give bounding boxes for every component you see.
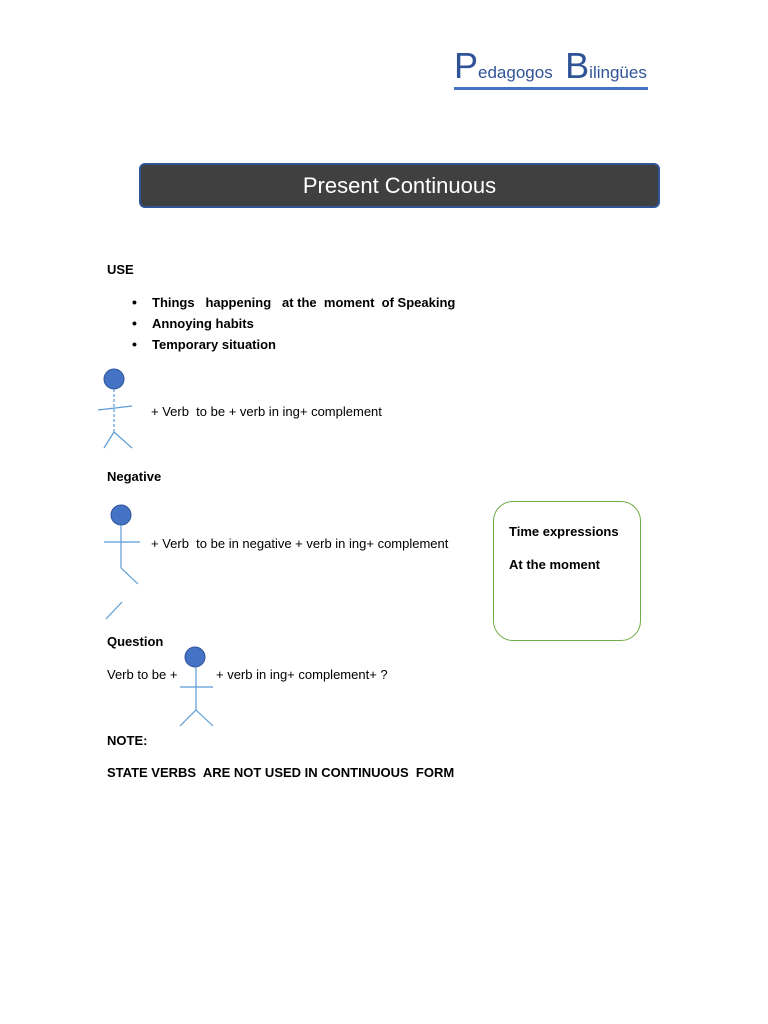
use-list: [108, 292, 455, 355]
time-expression-item: At the moment: [509, 557, 600, 572]
stick-figure-affirmative: [95, 366, 137, 452]
negative-formula: + Verb to be in negative + verb in ing+ complement: [151, 536, 449, 551]
use-item: • Temporary situation: [152, 334, 455, 355]
question-prefix: Verb to be +: [107, 667, 178, 682]
logo-word-1: edagogos: [478, 63, 553, 82]
logo-initial-b: B: [565, 45, 590, 86]
question-suffix: + verb in ing+ complement+ ?: [216, 667, 388, 682]
logo-word-2: ilingües: [589, 63, 647, 82]
note-heading: NOTE:: [107, 733, 148, 748]
time-expressions-title: Time expressions: [509, 524, 619, 539]
logo-underline: [454, 87, 648, 90]
page-title: Present Continuous: [302, 172, 497, 198]
affirmative-formula: + Verb to be + verb in ing+ complement: [151, 404, 382, 419]
use-item: • Things happening at the moment of Speaking: [152, 292, 455, 313]
question-heading: Question: [107, 634, 164, 649]
note-text: STATE VERBS ARE NOT USED IN CONTINUOUS FORM: [107, 765, 455, 780]
use-heading: USE: [107, 262, 134, 277]
stick-figure-negative: [100, 502, 146, 622]
logo: [454, 45, 648, 92]
title-banner: [139, 163, 660, 208]
logo-initial-p: P: [454, 45, 479, 86]
time-expressions-box: [493, 501, 641, 641]
stick-figure-question: [176, 646, 218, 730]
use-item: • Annoying habits: [152, 313, 455, 334]
negative-heading: Negative: [107, 469, 162, 484]
